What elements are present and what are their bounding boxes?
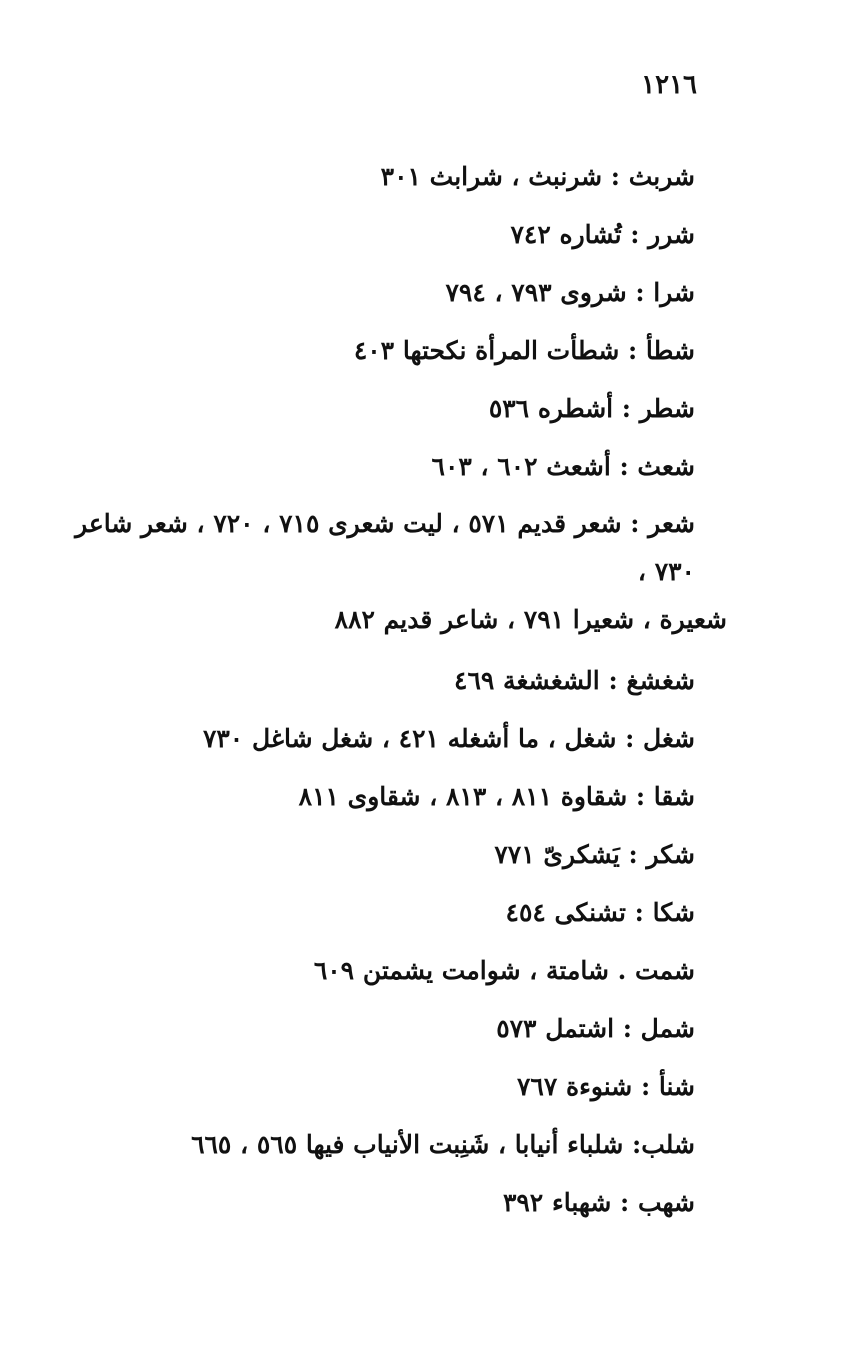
index-entry: شطأ : شطأت المرأة نكحتها ٤٠٣ — [353, 336, 695, 365]
index-entry: شمل : اشتمل ٥٧٣ — [496, 1014, 695, 1043]
index-entries — [55, 148, 727, 1232]
index-entry: شمت . شامتة ، شوامت يشمتن ٦٠٩ — [313, 956, 695, 985]
index-entry: شكر : يَشكرىّ ٧٧١ — [494, 840, 695, 869]
index-entry: شكا : تشنكى ٤٥٤ — [505, 898, 695, 927]
index-entry: شغل : شغل ، ما أشغله ٤٢١ ، شغل شاغل ٧٣٠ — [202, 724, 695, 753]
index-entry: شقا : شقاوة ٨١١ ، ٨١٣ ، شقاوى ٨١١ — [298, 782, 695, 811]
page-number: ١٢١٦ — [641, 70, 697, 100]
index-entry: شرر : تُشاره ٧٤٢ — [510, 220, 695, 249]
index-entry-line-1: شعر : شعر قديم ٥٧١ ، ليت شعرى ٧١٥ ، ٧٢٠ ، شعر شاعر ٧٣٠ ، — [75, 509, 695, 586]
index-entry: شلب: شلباء أنيابا ، شَنِبت الأنياب فيها ٥٦٥ ، ٦٦٥ — [191, 1130, 695, 1159]
index-entry: شغشغ : الشغشغة ٤٦٩ — [454, 666, 695, 695]
index-entry-multiline — [55, 500, 727, 644]
index-entry: شهب : شهباء ٣٩٢ — [502, 1188, 695, 1217]
index-entry: شرا : شروى ٧٩٣ ، ٧٩٤ — [445, 278, 695, 307]
index-entry: شربث : شرنبث ، شرابث ٣٠١ — [380, 162, 695, 191]
index-entry: شعث : أشعث ٦٠٢ ، ٦٠٣ — [431, 452, 695, 481]
index-entry: شطر : أشطره ٥٣٦ — [488, 394, 695, 423]
index-entry: شنأ : شنوءة ٧٦٧ — [516, 1072, 695, 1101]
index-entry-line-2: شعيرة ، شعيرا ٧٩١ ، شاعر قديم ٨٨٢ — [334, 605, 727, 634]
